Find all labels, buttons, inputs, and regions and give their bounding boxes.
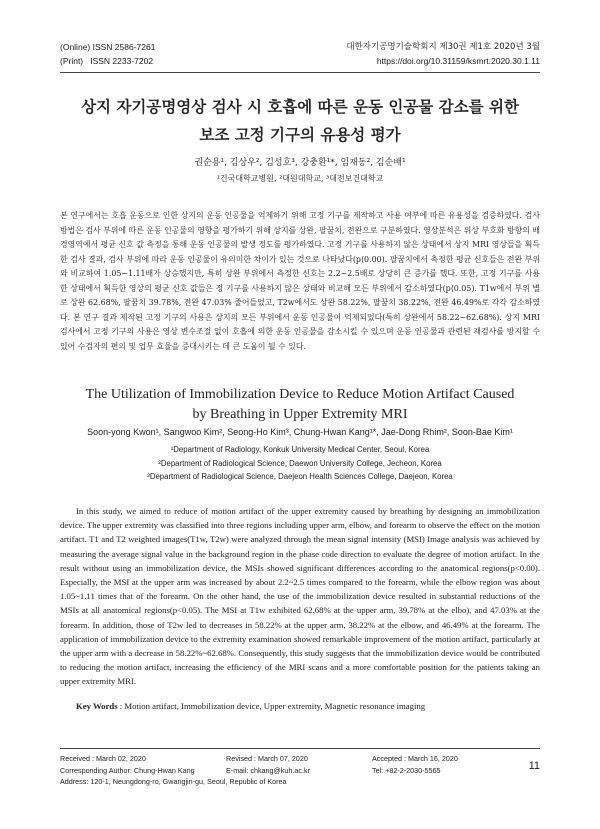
english-affiliations xyxy=(60,443,540,484)
page-number: 11 xyxy=(528,760,540,772)
english-title-line2: by Breathing in Upper Extremity MRI xyxy=(192,407,408,422)
affiliation-1: ¹Department of Radiology, Konkuk University Medical Center, Seoul, Korea xyxy=(170,445,430,454)
doi-link[interactable]: https://doi.org/10.31159/ksmrt.2020.30.1.11 xyxy=(376,56,540,66)
footer-divider xyxy=(60,748,540,749)
accepted-date: Accepted : March 16, 2020 xyxy=(372,754,458,763)
issn-print: (Print) ISSN 2233-7202 xyxy=(60,56,154,66)
telephone: Tel: +82-2-2030-5565 xyxy=(372,765,441,775)
revised-date: Revised : March 07, 2020 xyxy=(226,754,308,763)
email-address[interactable]: E-mail: chkang@kuh.ac.kr xyxy=(226,765,310,775)
english-abstract-text: In this study, we aimed to reduce of motion artifact of the upper extremity caused by breathing by designing an immobilization device. The upper extremity was classified into three regions including upper arm, elbow, and forearm to observe the effect on the motion artifact. T1 and T2 weighted images(T1w, T2w) were analyzed through the mean signal intensity (MSI) Image analysis was achieved by measuring the average signal value in the background region in the phase code direction to evaluate the degree of motion artifact. In the result without using an immobilization device, the MSIs showed significant differences according to the anatomical regions(p<0.00). Especially, the MSI at the upper arm was increased by about 2.2~2.5 times compared to the forearm, while the elbow region was about 1.05~1.11 times that of the forearm. On the other hand, the use of the immobilization device resulted in substantial reductions of the MSIs at all anatomical regions(p<0.05). The MSI at T1w exhibited 62.68% at the upper arm, 39.78% at the elbo), and 47.03% at the forearm. In addition, those of T2w led to decreases in 58.22% at the upper arm, 38.22% at the elbow, and 46.49% at the forearm. The application of immobilization device to the extremity examination showed remarkable improvement of the motion artifact, particularly at the upper arm with a decrease in 58.22%~62.68%. Consequently, this study suggests that the immobilization device would be contributed to reducing the motion artifact, increasing the efficiency of the MRI scans and a more comfortable position for the patients taking an upper extremity MRI. xyxy=(60,506,540,687)
corresponding-author: Corresponding Author: Chung-Hwan Kang xyxy=(60,765,195,775)
journal-info-block xyxy=(346,40,540,68)
keywords-line xyxy=(60,701,540,711)
english-abstract xyxy=(60,504,540,689)
english-title xyxy=(60,385,540,425)
article-footer xyxy=(60,753,540,788)
english-authors: Soon-yong Kwon¹, Sangwoo Kim², Seong-Ho Kim³, Chung-Hwan Kang¹*, Jae-Dong Rhim², Soon-Bae Kim¹ xyxy=(87,427,513,437)
affiliation-2: ²Department of Radiological Science, Daewon University College, Jecheon, Korea xyxy=(158,458,442,468)
english-title-line1: The Utilization of Immobilization Device to Reduce Motion Artifact Caused xyxy=(85,387,515,402)
received-date: Received : March 02, 2020 xyxy=(60,754,146,763)
korean-title xyxy=(60,93,540,149)
issn-online: (Online) ISSN 2586-7261 xyxy=(60,42,156,52)
korean-affiliations: ¹건국대학교병원, ²대원대학교, ³대전보건대학교 xyxy=(216,174,384,183)
header-divider xyxy=(60,72,540,73)
postal-address: Address: 120-1, Neungdong-ro, Gwangjin-gu, Seoul, Republic of Korea xyxy=(60,777,287,786)
korean-title-line1: 상지 자기공명영상 검사 시 호흡에 따른 운동 인공물 감소를 위한 xyxy=(81,98,519,116)
korean-authors: 권순용¹, 김상우², 김성호³, 강충환¹*, 임재동², 김순배¹ xyxy=(194,158,406,168)
korean-abstract: 본 연구에서는 호흡 운동으로 인한 상지의 운동 인공물을 억제하기 위해 고정 기구를 제작하고 사용 여부에 따른 유용성을 검증하였다. 검사 방법은 검사 부위에 따른 운동 인공물의 영향을 평가하기 위해 상지를 상완, 팔꿈치, 전완으로 구분하였다. 영상분석은 위상 부호화 방향의 배경영역에서 평균 신호 값 측정을 통해 운동 인공물의 발생 정도를 평가하였다. 고정 기구를 사용하지 않은 상태에서 상지 MRI 영상들을 획득한 검사 결과, 검사 부위에 따라 운동 인공물이 유의미한 차이가 있는 것으로 나타났다(p⟨0.00). 팔꿈치에서 측정한 평균 신호들은 전완 부위와 비교하여 1.05~1.11배가 상승했지만, 특히 상완 부위에서 측정한 신호는 2.2~2.5배로 상당히 큰 증가를 했다. 또한, 고정 기구를 사용한 상태에서 획득한 영상의 평균 신호 값들은 정 기구를 사용하지 않은 상태와 비교해 모든 부위에서 감소하였다(p⟨0.05). T1w에서 부위 별로 상완 62.68%, 팔꿈치 39.78%, 전완 47.03% 줄어들었고, T2w에서도 상완 58.22%, 팔꿈치 38.22%, 전완 46.49%로 각각 감소하였다. 본 연구 결과 제작된 고정 기구의 사용은 상지의 모든 부위에서 운동 인공물이 억제되었다(특히 상완에서 58.22~62.68%). 상지 MRI 검사에서 고정 기구의 사용은 영상 변수조절 없이 호흡에 의한 운동 인공물을 감소시킬 수 있으며 운동 인공물과 관련된 재검사를 방지할 수 있어 수검자의 편의 및 업무 효율을 증대시키는 데 큰 도움이 될 수 있다. xyxy=(60,211,540,351)
korean-title-line2: 보조 고정 기구의 유용성 평가 xyxy=(199,126,401,144)
journal-citation: 대한자기공명기술학회지 제30권 제1호 2020년 3월 xyxy=(346,42,540,52)
affiliation-3: ³Department of Radiological Science, Daejeon Health Sciences College, Daejeon, Korea xyxy=(147,472,453,481)
keywords-label: Key Words xyxy=(76,701,118,711)
keywords-list: : Motion artifact, Immobilization device, Upper extremity, Magnetic resonance imaging xyxy=(117,701,426,711)
issn-block xyxy=(60,40,155,68)
